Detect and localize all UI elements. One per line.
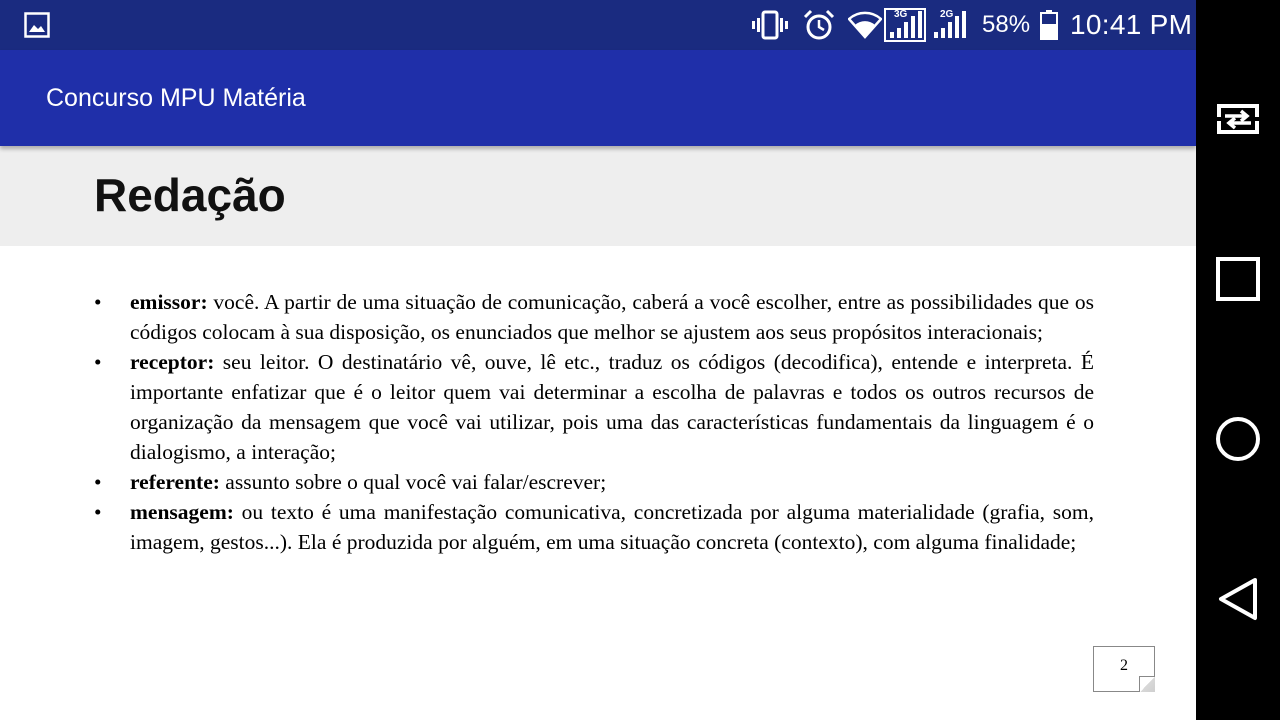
app-title: Concurso MPU Matéria [46, 84, 306, 112]
recents-icon [1216, 257, 1260, 306]
rotate-button[interactable] [1196, 96, 1280, 146]
wifi-icon [848, 0, 882, 50]
signal-icon [884, 0, 926, 50]
alarm-icon [803, 0, 835, 50]
page-number-badge [1093, 646, 1155, 692]
status-clock: 10:41 PM [1070, 9, 1193, 40]
term-label: emissor: [130, 290, 208, 314]
vibrate-icon [752, 0, 788, 50]
page-number: 2 [1120, 657, 1128, 674]
term-definition: você. A partir de uma situação de comunicação, caberá a você escolher, entre as possibilidades que os códigos colocam à sua disposição, os enunciados que melhor se ajustem aos seus propósitos interacionais; [130, 290, 1094, 344]
gallery-icon [24, 0, 50, 50]
page-header [0, 146, 1196, 246]
term-definition: assunto sobre o qual você vai falar/escrever; [219, 470, 607, 494]
home-button[interactable] [1196, 414, 1280, 468]
list-item [94, 347, 1094, 467]
back-icon [1217, 577, 1259, 626]
bullet: • [94, 350, 102, 374]
app-bar [0, 50, 1196, 146]
term-definition: seu leitor. O destinatário vê, ouve, lê etc., traduz os códigos (decodifica), entende e interpreta. É importante enfatizar que é o leitor quem vai determinar a escolha de palavras e todos os outros recursos de organização da mensagem que você vai utilizar, pois uma das características fundamentais da linguagem é o dialogismo, a interação; [130, 350, 1094, 464]
page-title: Redação [94, 169, 286, 221]
term-label: receptor: [130, 350, 215, 374]
bullet: • [94, 290, 102, 314]
bullet: • [94, 500, 102, 524]
term-label: mensagem: [130, 500, 234, 524]
bullet: • [94, 470, 102, 494]
signal-icon [930, 0, 970, 50]
back-button[interactable] [1196, 574, 1280, 628]
network-3g-label: 3G [894, 9, 908, 20]
recents-button[interactable] [1196, 254, 1280, 308]
term-label: referente: [130, 470, 220, 494]
list-item [94, 467, 1094, 497]
home-icon [1215, 416, 1261, 467]
battery-percentage: 58% [982, 11, 1031, 38]
list-item [94, 287, 1094, 347]
status-bar [0, 0, 1196, 50]
battery-icon [1040, 0, 1058, 50]
rotate-icon [1211, 100, 1265, 143]
network-2g-label: 2G [940, 9, 954, 20]
list-item [94, 497, 1094, 557]
navigation-bar [1196, 0, 1280, 720]
document-content [94, 287, 1094, 557]
term-definition: ou texto é uma manifestação comunicativa, concretizada por alguma materialidade (grafia, som, imagem, gestos...). Ela é produzida por alguém, em uma situação concreta (contexto), com alguma finalidade; [130, 500, 1094, 554]
page-fold-corner [1139, 676, 1155, 692]
